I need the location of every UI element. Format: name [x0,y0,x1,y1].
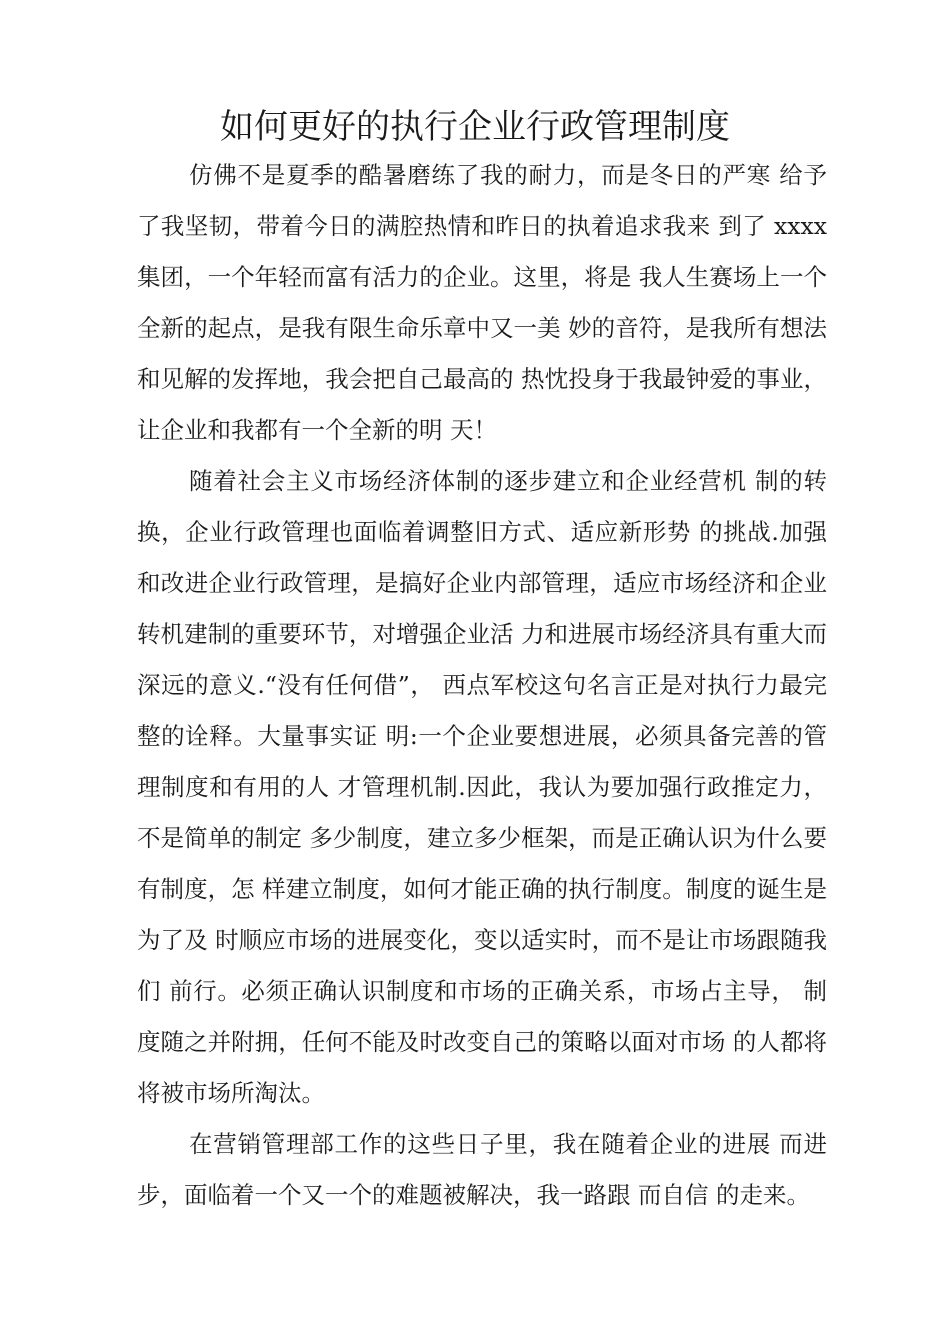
document-body [137,150,827,1221]
document-title: 如何更好的执行企业行政管理制度 [220,107,730,147]
paragraph-3: 在营销管理部工作的这些日子里，我在随着企业的进展 而进步，面临着一个又一个的难题被解决，我一路跟 而自信 的走来。 [137,1130,827,1209]
paragraph-1: 仿佛不是夏季的酷暑磨练了我的耐力，而是冬日的严寒 给予了我坚韧，带着今日的满腔热情和昨日的执着追求我来 到了 xxxx集团，一个年轻而富有活力的企业。这里，将是 我人生赛场上一个全新的起点，是我有限生命乐章中又一美 妙的音符，是我所有想法和见解的发挥地，我会把自己最高的 热忱投身于我最钟爱的事业，让企业和我都有一个全新的明 天！ [137,161,827,444]
paragraph-2: 随着社会主义市场经济体制的逐步建立和企业经营机 制的转换，企业行政管理也面临着调整旧方式、适应新形势 的挑战.加强和改进企业行政管理，是搞好企业内部管理，适应市场经济和企业转机建制的重要环节，对增强企业活 力和进展市场经济具有重大而深远的意义.“没有任何借”， 西点军校这句名言正是对执行力最完整的诠释。大量事实证 明:一个企业要想进展，必须具备完善的管理制度和有用的人 才管理机制.因此，我认为要加强行政推定力，不是简单的制定 多少制度，建立多少框架，而是正确认识为什么要有制度，怎 样建立制度，如何才能正确的执行制度。制度的诞生是为了及 时顺应市场的进展变化，变以适实时，而不是让市场跟随我们 前行。必须正确认识制度和市场的正确关系，市场占主导， 制度随之并附拥，任何不能及时改变自己的策略以面对市场 的人都将将被市场所淘汰。 [137,467,827,1107]
